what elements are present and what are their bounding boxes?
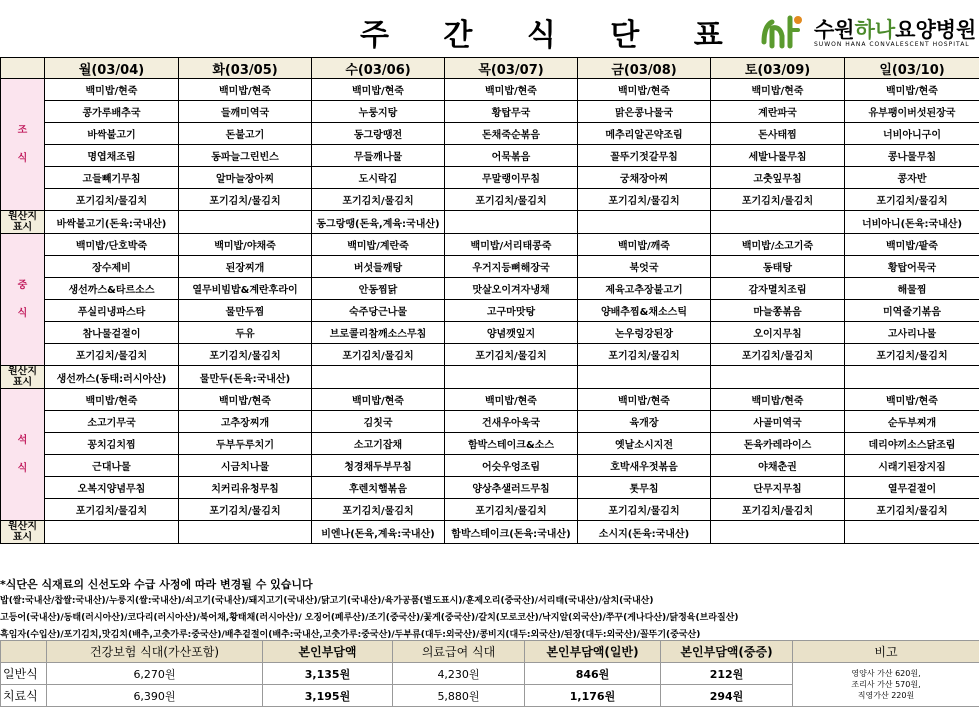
cost-header: 의료급여 식대 <box>393 641 525 663</box>
origin-item: 생선까스(동태:러시아산) <box>45 366 179 389</box>
menu-item: 백미밥/현죽 <box>45 389 179 411</box>
menu-item: 돈채죽순볶음 <box>445 123 578 145</box>
menu-item: 열무비빔밥&계란후라이 <box>179 278 312 300</box>
menu-row <box>1 256 979 278</box>
menu-item: 고사리나물 <box>845 322 979 344</box>
origin-item <box>711 366 845 389</box>
menu-item: 포기김치/물김치 <box>445 344 578 366</box>
menu-item: 논우렁강된장 <box>578 322 711 344</box>
menu-item: 백미밥/소고기죽 <box>711 234 845 256</box>
origin-item <box>445 366 578 389</box>
menu-item: 백미밥/현죽 <box>845 79 979 101</box>
menu-item: 단무지무침 <box>711 477 845 499</box>
menu-item: 포기김치/물김치 <box>312 189 445 211</box>
notice-line: *식단은 식재료의 신선도와 수급 사정에 따라 변경될 수 있습니다 <box>0 577 979 593</box>
menu-item: 황탑무국 <box>445 101 578 123</box>
menu-item: 포기김치/물김치 <box>312 499 445 521</box>
menu-item: 두부두루치기 <box>179 433 312 455</box>
menu-item: 궁채장아찌 <box>578 167 711 189</box>
page-header <box>0 0 979 57</box>
meal-cost-table <box>0 640 979 707</box>
origin-label-line: 원산지 <box>8 521 37 532</box>
menu-item: 맑은콩나물국 <box>578 101 711 123</box>
menu-row <box>1 101 979 123</box>
menu-item: 백미밥/현죽 <box>179 389 312 411</box>
menu-item: 누룽지탕 <box>312 101 445 123</box>
menu-row <box>1 145 979 167</box>
cost-value: 846원 <box>525 663 661 685</box>
menu-item: 미역줄기볶음 <box>845 300 979 322</box>
origin-label-line: 원산지 <box>8 366 37 377</box>
day-header: 월(03/04) <box>45 58 179 79</box>
menu-item: 고춧잎무침 <box>711 167 845 189</box>
origin-row <box>1 521 979 544</box>
menu-item: 백미밥/서리태콩죽 <box>445 234 578 256</box>
origin-item: 소시지(돈육:국내산) <box>578 521 711 544</box>
day-header: 일(03/10) <box>845 58 979 79</box>
menu-row <box>1 234 979 256</box>
meal-label-char: 석 <box>1 427 44 455</box>
menu-item: 소고기잡채 <box>312 433 445 455</box>
day-header: 목(03/07) <box>445 58 578 79</box>
meal-label-char: 조 <box>1 117 44 145</box>
cost-row-label: 치료식 <box>1 685 47 707</box>
cost-header-row <box>1 641 979 663</box>
origin-item: 물만두(돈육:국내산) <box>179 366 312 389</box>
menu-row <box>1 499 979 521</box>
menu-row <box>1 322 979 344</box>
menu-item: 백미밥/계란죽 <box>312 234 445 256</box>
menu-row <box>1 455 979 477</box>
cost-header: 본인부담액(일반) <box>525 641 661 663</box>
origin-item: 바싹불고기(돈육:국내산) <box>45 211 179 234</box>
cost-header: 본인부담액 <box>263 641 393 663</box>
menu-item: 장수제비 <box>45 256 179 278</box>
menu-item: 백미밥/현죽 <box>312 389 445 411</box>
menu-item: 열무겉절이 <box>845 477 979 499</box>
menu-item: 포기김치/물김치 <box>578 189 711 211</box>
origin-item <box>179 211 312 234</box>
meal-label-char: 식 <box>1 145 44 173</box>
menu-item: 참나물겉절이 <box>45 322 179 344</box>
cost-value: 1,176원 <box>525 685 661 707</box>
menu-item: 포기김치/물김치 <box>179 189 312 211</box>
day-header: 토(03/09) <box>711 58 845 79</box>
origin-label <box>1 211 45 234</box>
menu-item: 백미밥/현죽 <box>312 79 445 101</box>
menu-item: 데리야끼소스닭조림 <box>845 433 979 455</box>
origin-item <box>179 521 312 544</box>
menu-item: 오이지무침 <box>711 322 845 344</box>
menu-item: 고들빼기무침 <box>45 167 179 189</box>
menu-row <box>1 123 979 145</box>
menu-item: 돈사태찜 <box>711 123 845 145</box>
menu-item: 꽁치김치찜 <box>45 433 179 455</box>
menu-item: 백미밥/현죽 <box>578 79 711 101</box>
origin-note-line: 흑임자(수입산)/포기김치,맛김치(배추,고춧가루:중국산)/배추겉절이(배추:국내산,고춧가루:중국산)/두부류(대두:외국산)/콩비지(대두:외국산)/된장(대두:외국산)/꼴뚜기(중국산) <box>0 627 979 644</box>
menu-item: 북엇국 <box>578 256 711 278</box>
menu-row <box>1 433 979 455</box>
menu-item: 너비아니구이 <box>845 123 979 145</box>
day-header: 금(03/08) <box>578 58 711 79</box>
origin-item <box>445 211 578 234</box>
menu-item: 오복지양념무침 <box>45 477 179 499</box>
menu-item: 황탑어묵국 <box>845 256 979 278</box>
origin-note-line: 밥(쌀:국내산/찹쌀:국내산)/누룽지(쌀:국내산)/쇠고기(국내산)/돼지고기(국내산)/닭고기(국내산)/육가공품(별도표시)/훈제오리(중국산)/서리태(국내산)/삼치(국내산) <box>0 593 979 610</box>
menu-item: 포기김치/물김치 <box>578 344 711 366</box>
menu-item: 고구마맛탕 <box>445 300 578 322</box>
origin-label <box>1 521 45 544</box>
menu-item: 우거지등뼈해장국 <box>445 256 578 278</box>
menu-item: 백미밥/현죽 <box>711 389 845 411</box>
hospital-logo-icon <box>760 12 804 52</box>
menu-item: 포기김치/물김치 <box>179 499 312 521</box>
menu-item: 치커리유청무침 <box>179 477 312 499</box>
menu-item: 제육고추장불고기 <box>578 278 711 300</box>
menu-row <box>1 411 979 433</box>
menu-item: 감자멸치조림 <box>711 278 845 300</box>
menu-item: 육개장 <box>578 411 711 433</box>
day-header: 화(03/05) <box>179 58 312 79</box>
menu-item: 포기김치/물김치 <box>711 189 845 211</box>
menu-item: 김칫국 <box>312 411 445 433</box>
origin-item <box>711 211 845 234</box>
menu-item: 생선까스&타르소스 <box>45 278 179 300</box>
menu-item: 포기김치/물김치 <box>711 344 845 366</box>
menu-item: 물만두찜 <box>179 300 312 322</box>
header-corner <box>1 58 45 79</box>
origin-item <box>312 366 445 389</box>
origin-item <box>845 366 979 389</box>
page-title: 주 간 식 단 표 <box>360 10 745 54</box>
menu-item: 동태탕 <box>711 256 845 278</box>
menu-item: 소고기무국 <box>45 411 179 433</box>
menu-item: 돈불고기 <box>179 123 312 145</box>
cost-note-text: 영양사 가산 620원, 조리사 가산 570원, 직영가산 220원 <box>851 669 920 700</box>
menu-row <box>1 300 979 322</box>
menu-item: 메추리알곤약조림 <box>578 123 711 145</box>
menu-item: 콩나물무침 <box>845 145 979 167</box>
menu-item: 명엽채조림 <box>45 145 179 167</box>
menu-item: 포기김치/물김치 <box>711 499 845 521</box>
cost-row <box>1 663 979 685</box>
menu-item: 톳무침 <box>578 477 711 499</box>
origin-item <box>578 366 711 389</box>
day-header: 수(03/06) <box>312 58 445 79</box>
menu-item: 무말랭이무침 <box>445 167 578 189</box>
menu-item: 백미밥/단호박죽 <box>45 234 179 256</box>
menu-item: 함박스테이크&소스 <box>445 433 578 455</box>
menu-item: 포기김치/물김치 <box>445 499 578 521</box>
menu-row <box>1 477 979 499</box>
menu-item: 백미밥/현죽 <box>445 389 578 411</box>
menu-item: 백미밥/현죽 <box>445 79 578 101</box>
menu-item: 백미밥/팥죽 <box>845 234 979 256</box>
meal-label-char: 식 <box>1 455 44 483</box>
menu-item: 양념깻잎지 <box>445 322 578 344</box>
menu-item: 백미밥/현죽 <box>578 389 711 411</box>
origin-row <box>1 211 979 234</box>
menu-item: 포기김치/물김치 <box>578 499 711 521</box>
menu-item: 시래기된장지짐 <box>845 455 979 477</box>
menu-item: 유부팽이버섯된장국 <box>845 101 979 123</box>
menu-item: 콩자반 <box>845 167 979 189</box>
menu-item: 꼴뚜기젓갈무침 <box>578 145 711 167</box>
menu-item: 무들깨나물 <box>312 145 445 167</box>
origin-label-line: 원산지 <box>8 211 37 222</box>
menu-item: 두유 <box>179 322 312 344</box>
origin-item <box>45 521 179 544</box>
cost-value: 294원 <box>661 685 793 707</box>
origin-label-line: 표시 <box>13 377 32 388</box>
menu-item: 포기김치/물김치 <box>45 499 179 521</box>
menu-item: 포기김치/물김치 <box>845 499 979 521</box>
menu-row <box>1 389 979 411</box>
menu-item: 포기김치/물김치 <box>845 189 979 211</box>
menu-row <box>1 189 979 211</box>
menu-item: 백미밥/야채죽 <box>179 234 312 256</box>
menu-item: 된장찌개 <box>179 256 312 278</box>
meal-label <box>1 79 45 211</box>
menu-item: 시금치나물 <box>179 455 312 477</box>
cost-header: 건강보험 식대(가산포함) <box>47 641 263 663</box>
menu-item: 양상추샐러드무침 <box>445 477 578 499</box>
origin-label-line: 표시 <box>13 532 32 543</box>
menu-item: 포기김치/물김치 <box>445 189 578 211</box>
origin-item <box>711 521 845 544</box>
menu-row <box>1 344 979 366</box>
origin-item: 비엔나(돈육,계육:국내산) <box>312 521 445 544</box>
menu-item: 포기김치/물김치 <box>312 344 445 366</box>
menu-item: 맛살오이겨자냉채 <box>445 278 578 300</box>
origin-item: 동그랑땡(돈육,계육:국내산) <box>312 211 445 234</box>
meal-label-char: 식 <box>1 300 44 328</box>
menu-item: 브로콜리참깨소스무침 <box>312 322 445 344</box>
menu-item: 해물찜 <box>845 278 979 300</box>
menu-item: 옛날소시지전 <box>578 433 711 455</box>
origin-item <box>845 521 979 544</box>
cost-value: 212원 <box>661 663 793 685</box>
menu-item: 백미밥/깨죽 <box>578 234 711 256</box>
origin-item <box>578 211 711 234</box>
menu-item: 사골미역국 <box>711 411 845 433</box>
origin-row <box>1 366 979 389</box>
menu-item: 동그랑땡전 <box>312 123 445 145</box>
menu-item: 안동찜닭 <box>312 278 445 300</box>
cost-value: 6,270원 <box>47 663 263 685</box>
cost-value: 3,135원 <box>263 663 393 685</box>
menu-item: 백미밥/현죽 <box>45 79 179 101</box>
hospital-name-english: SUWON HANA CONVALESCENT HOSPITAL <box>814 41 970 48</box>
day-header-row <box>1 58 979 79</box>
menu-item: 바싹불고기 <box>45 123 179 145</box>
menu-item: 들깨미역국 <box>179 101 312 123</box>
menu-item: 고추장찌개 <box>179 411 312 433</box>
menu-item: 마늘쫑볶음 <box>711 300 845 322</box>
menu-item: 호박새우젓볶음 <box>578 455 711 477</box>
cost-value: 5,880원 <box>393 685 525 707</box>
meal-label <box>1 234 45 366</box>
menu-item: 도시락김 <box>312 167 445 189</box>
menu-item: 양배추찜&채소스틱 <box>578 300 711 322</box>
menu-item: 어슷우엉조림 <box>445 455 578 477</box>
menu-item: 알마늘장아찌 <box>179 167 312 189</box>
meal-label <box>1 389 45 521</box>
origin-item: 함박스테이크(돈육:국내산) <box>445 521 578 544</box>
menu-item: 야채춘권 <box>711 455 845 477</box>
cost-header-corner <box>1 641 47 663</box>
menu-item: 계란파국 <box>711 101 845 123</box>
cost-value: 6,390원 <box>47 685 263 707</box>
origin-item: 너비아니(돈육:국내산) <box>845 211 979 234</box>
cost-value: 4,230원 <box>393 663 525 685</box>
meal-label-char: 중 <box>1 272 44 300</box>
hospital-logo <box>760 12 975 52</box>
menu-item: 포기김치/물김치 <box>45 189 179 211</box>
menu-item: 순두부찌개 <box>845 411 979 433</box>
notes-section <box>0 577 979 644</box>
origin-note-line: 고등어(국내산)/동태(러시아산)/코다리(러시아산)/북어채,황태채(러시아산)/ 오징어(페루산)/조기(중국산)/꽃게(중국산)/갈치(모로코산)/낙지알(외국산)/쭈꾸(게나다산)/닭정육(브라질산) <box>0 610 979 627</box>
menu-item: 후렌치햄볶음 <box>312 477 445 499</box>
menu-row <box>1 167 979 189</box>
menu-item: 백미밥/현죽 <box>179 79 312 101</box>
menu-item: 백미밥/현죽 <box>711 79 845 101</box>
menu-item: 포기김치/물김치 <box>845 344 979 366</box>
origin-label-line: 표시 <box>13 222 32 233</box>
menu-item: 동파늘그린빈스 <box>179 145 312 167</box>
hospital-name: 수원하나요양병원 <box>814 14 976 44</box>
origin-label <box>1 366 45 389</box>
menu-item: 근대나물 <box>45 455 179 477</box>
menu-item: 백미밥/현죽 <box>845 389 979 411</box>
menu-row <box>1 79 979 101</box>
menu-item: 포기김치/물김치 <box>45 344 179 366</box>
menu-item: 숙주당근나물 <box>312 300 445 322</box>
menu-item: 어묵볶음 <box>445 145 578 167</box>
menu-item: 포기김치/물김치 <box>179 344 312 366</box>
cost-note <box>793 663 979 707</box>
menu-item: 버섯들깨탕 <box>312 256 445 278</box>
menu-item: 세발나물무침 <box>711 145 845 167</box>
menu-item: 청경채두부무침 <box>312 455 445 477</box>
cost-value: 3,195원 <box>263 685 393 707</box>
weekly-menu-table <box>0 57 979 544</box>
menu-item: 건새우아욱국 <box>445 411 578 433</box>
menu-row <box>1 278 979 300</box>
menu-item: 돈육카레라이스 <box>711 433 845 455</box>
menu-item: 푸실리냉파스타 <box>45 300 179 322</box>
menu-item: 콩가루배추국 <box>45 101 179 123</box>
cost-header: 본인부담액(중증) <box>661 641 793 663</box>
cost-row-label: 일반식 <box>1 663 47 685</box>
cost-header: 비고 <box>793 641 979 663</box>
